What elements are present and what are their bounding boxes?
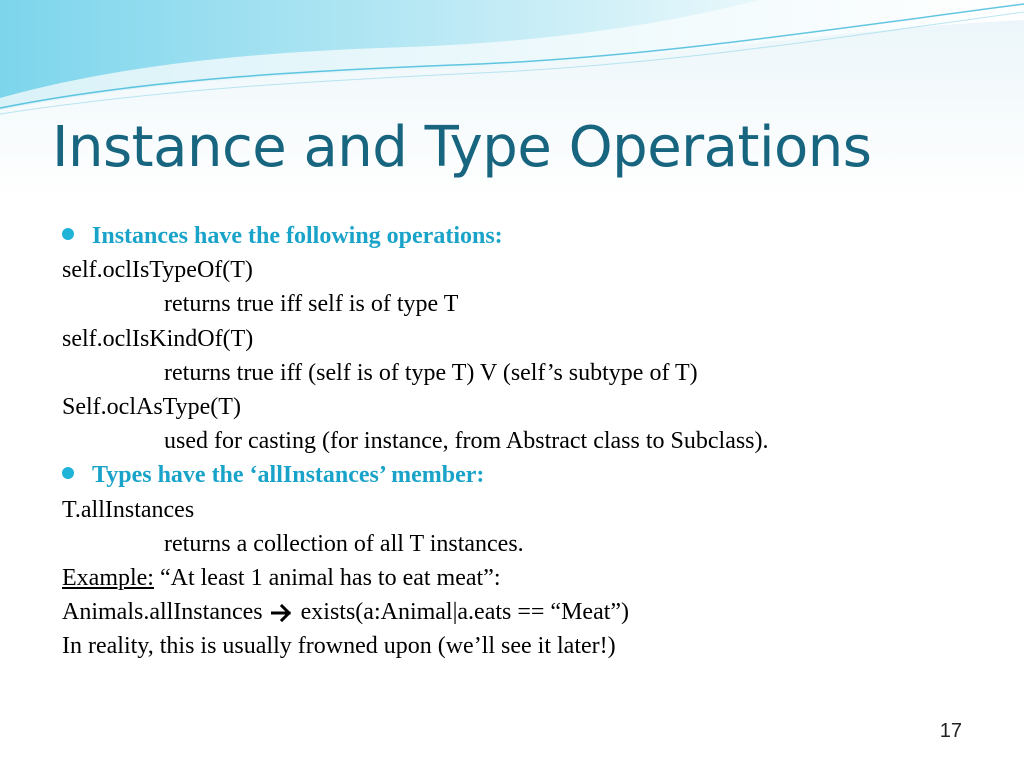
all-instances: T.allInstances: [62, 496, 195, 523]
bullet-types-text: Types have the ‘allInstances’ member:: [92, 462, 485, 489]
bullet-types: [62, 458, 1002, 492]
ocl-is-kind-of-desc: returns true iff (self is of type T) V (self’s subtype of T): [164, 359, 698, 386]
ocl-is-kind-of: self.oclIsKindOf(T): [62, 325, 254, 352]
ocl-as-type: Self.oclAsType(T): [62, 393, 241, 420]
reality-note: In reality, this is usually frowned upon (we’ll see it later!): [62, 633, 616, 660]
example-label: Example:: [62, 564, 154, 591]
example-line: [62, 561, 1002, 595]
page-number: 17: [939, 720, 962, 742]
ocl-is-type-of: self.oclIsTypeOf(T): [62, 257, 253, 284]
code-line: [62, 595, 1002, 629]
ocl-is-type-of-desc: returns true iff self is of type T: [164, 291, 459, 318]
all-instances-desc: returns a collection of all T instances.: [164, 530, 524, 557]
bullet-dot-icon: [62, 467, 74, 479]
code-part-1: Animals.allInstances: [62, 599, 263, 626]
bullet-instances-text: Instances have the following operations:: [92, 223, 503, 249]
slide-content: [62, 219, 1002, 663]
right-arrow-icon: [271, 604, 293, 622]
ocl-as-type-desc: used for casting (for instance, from Abstract class to Subclass).: [164, 428, 769, 455]
code-part-2: exists(a:Animal|a.eats == “Meat”): [300, 599, 630, 626]
slide-title: Instance and Type Operations: [52, 115, 872, 180]
example-text: “At least 1 animal has to eat meat”:: [159, 564, 501, 591]
bullet-dot-icon: [62, 228, 74, 240]
bullet-instances: [62, 219, 1002, 253]
